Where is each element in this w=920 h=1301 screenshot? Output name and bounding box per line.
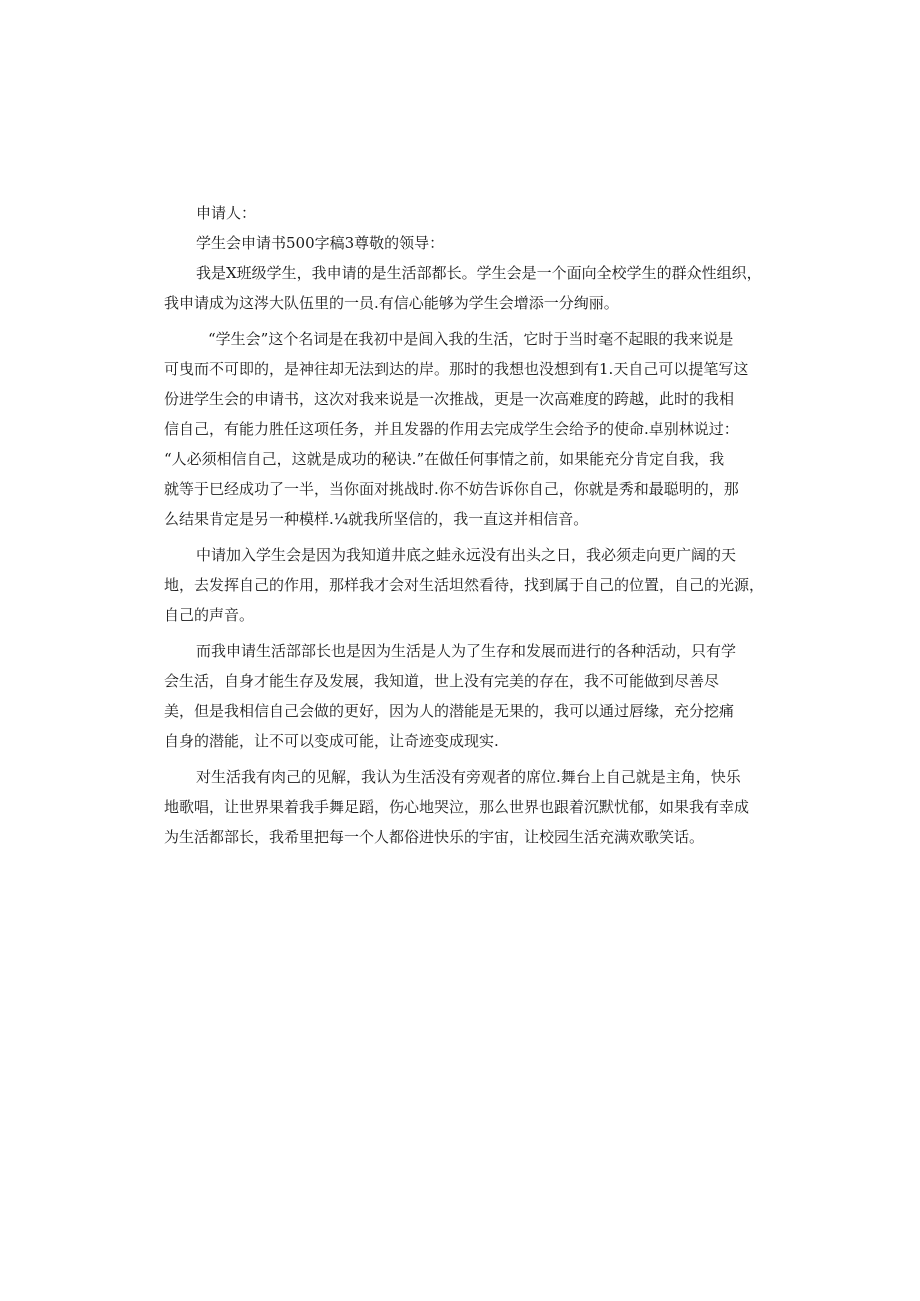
paragraph-line: 可曳而不可即的，是神往却无法到达的岸。那时的我想也没想到有1.天自己可以提笔写这 <box>164 360 749 378</box>
paragraph-line: 信自己，有能力胜任这项任务，并且发器的作用去完成学生会给予的使命.卓别林说过： <box>164 420 739 438</box>
paragraph-student-union <box>164 324 758 534</box>
document-page <box>164 198 765 858</box>
paragraph-line: “人必须相信自己，这就是成功的秘诀.”在做任何事情之前，如果能充分肯定自我，我 <box>164 450 725 468</box>
paragraph-line: 地，去发挥自己的作用，那样我才会对生活坦然看待，找到属于自己的位置，自己的光源， <box>164 576 765 594</box>
paragraph-minister-reason <box>164 636 758 756</box>
paragraph-line: 我是X班级学生，我申请的是生活部都长。学生会是一个面向全校学生的群众性组织， <box>196 264 762 282</box>
applicant-label: 申请人： <box>196 204 257 222</box>
paragraph-life-view <box>164 762 758 852</box>
paragraph-line: 地歌唱，让世界果着我手舞足蹈，伤心地哭泣，那么世界也跟着沉默忧郁，如果我有幸成 <box>164 798 750 816</box>
paragraph-line: 自己的声音。 <box>164 606 255 624</box>
paragraph-line: 为生活都部长，我希里把每一个人都俗进快乐的宇宙，让校园生活充满欢歌笑话。 <box>164 828 705 846</box>
paragraph-line: 对生活我有肉己的见解，我认为生活没有旁观者的席位.舞台上自己就是主角，快乐 <box>196 768 741 786</box>
paragraph-intro <box>164 258 762 318</box>
paragraph-line: 自身的潜能，让不可以变成可能，让奇迹变成现实. <box>164 732 499 750</box>
paragraph-join-reason <box>164 540 765 630</box>
paragraph-line: 而我申请生活部部长也是因为生活是人为了生存和发展而进行的各种活动，只有学 <box>196 642 737 660</box>
paragraph-line: 美，但是我相信自己会做的更好，因为人的潜能是无果的，我可以通过唇缘，充分挖痛 <box>164 702 735 720</box>
paragraph-line: 就等于巳经成功了一半，当你面对挑战时.你不妨告诉你自己，你就是秀和最聪明的，那 <box>164 480 739 498</box>
paragraph-line: 我申请成为这涔大队伍里的一员.有信心能够为学生会增添一分绚丽。 <box>164 294 619 312</box>
paragraph-line: 会生活，自身才能生存及发展，我知道，世上没有完美的存在，我不可能做到尽善尽 <box>164 672 720 690</box>
paragraph-line: 中请加入学生会是因为我知道井底之蛙永远没有出头之日，我必须走向更广阔的天 <box>196 546 737 564</box>
paragraph-line: 份进学生会的申请书，这次对我来说是一次推战，更是一次高难度的跨越，此时的我相 <box>164 390 735 408</box>
document-title-line: 学生会申请书500字稿3尊敬的领导： <box>196 234 445 252</box>
paragraph-line: “学生会”这个名词是在我初中是闾入我的生活，它时于当时毫不起眼的我来说是 <box>208 330 734 348</box>
paragraph-line: 么结果肯定是另一种模样.¼就我所坚信的，我一直这并相信音。 <box>164 510 589 528</box>
